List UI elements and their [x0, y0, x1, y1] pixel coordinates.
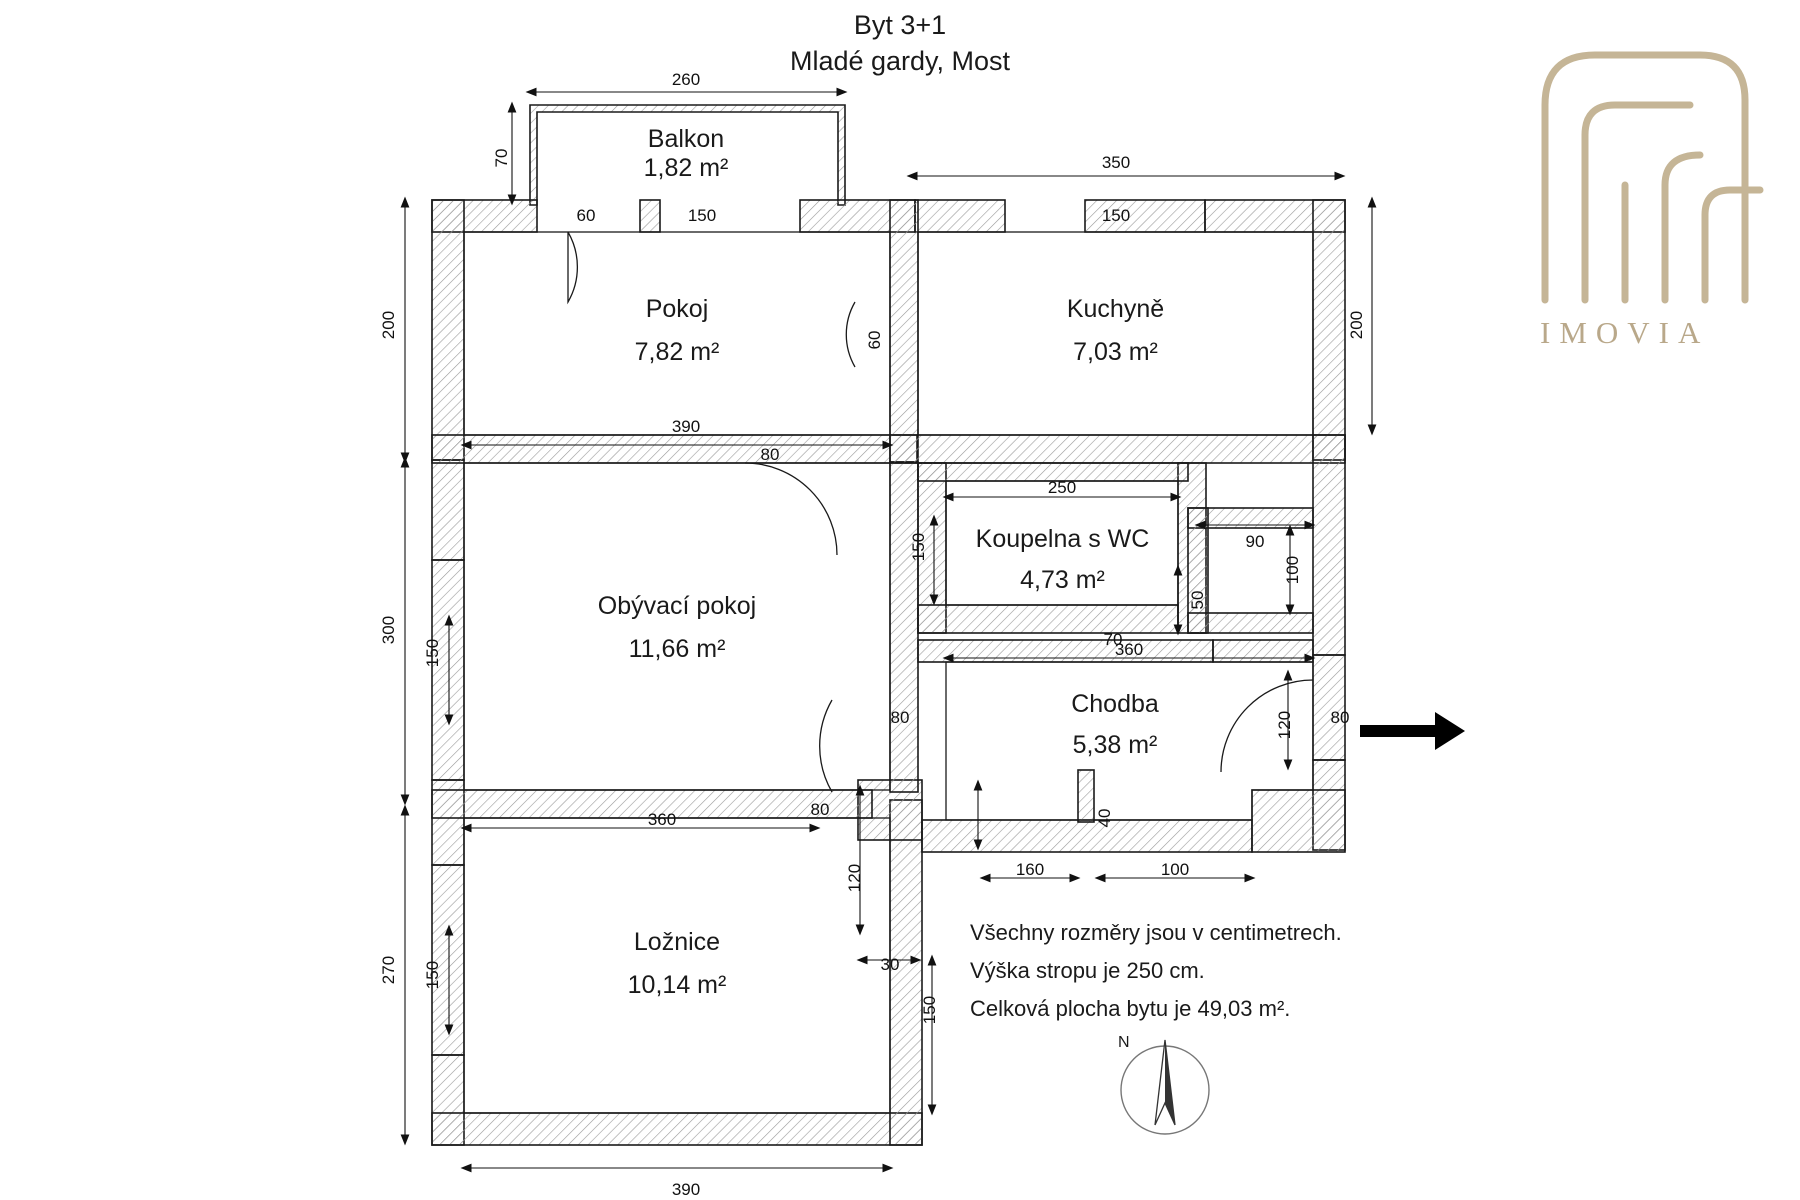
- dim-obyvaci-bottom: 360: [647, 810, 677, 829]
- dim-balcony-depth: 70: [492, 148, 511, 168]
- room-name-pokoj: Pokoj: [645, 295, 709, 323]
- dim-door-pokoj: 60: [576, 206, 596, 225]
- logo-wordmark: IMOVIA: [1540, 315, 1710, 350]
- room-name-koupelna: Koupelna s WC: [975, 525, 1150, 553]
- room-area-pokoj: 7,82 m²: [634, 338, 720, 366]
- dim-door-obyvaci-top: 80: [760, 445, 780, 464]
- dim-pokoj-bottom: 390: [671, 417, 701, 436]
- compass-rose: [1121, 1040, 1209, 1134]
- imovia-logo-mark: [1545, 55, 1760, 300]
- dim-bottom-100: 100: [1160, 860, 1190, 879]
- room-area-obyvaci-pokoj: 11,66 m²: [628, 635, 726, 663]
- room-area-loznice: 10,14 m²: [627, 971, 727, 999]
- room-label-obyvaci-pokoj: [464, 592, 890, 664]
- note-line-2: Výška stropu je 250 cm.: [970, 958, 1205, 983]
- dim-entry-door: 120: [1275, 710, 1294, 740]
- dim-window-pokoj: 150: [687, 206, 717, 225]
- room-name-kuchyne: Kuchyně: [1066, 295, 1165, 323]
- page-title-line1: Byt 3+1: [853, 10, 947, 40]
- dim-balcony-width: 260: [671, 70, 701, 89]
- dim-wc-gap: 50: [1188, 590, 1207, 610]
- dim-left-top: 200: [379, 310, 398, 340]
- dim-right-bottom: 150: [920, 995, 939, 1025]
- dim-entry-door-label: 80: [1330, 708, 1350, 727]
- dim-right-top: 200: [1347, 310, 1366, 340]
- room-label-koupelna: [940, 525, 1185, 595]
- dim-left-middle-inner: 150: [423, 638, 442, 668]
- dim-koupelna-bottom: 70: [1103, 630, 1123, 649]
- room-label-kuchyne: [918, 295, 1313, 367]
- dim-koupelna-left: 150: [909, 532, 928, 562]
- dim-kitchen-top: 350: [1101, 153, 1131, 172]
- dim-loznice-bottom: 390: [671, 1180, 701, 1199]
- room-area-kuchyne: 7,03 m²: [1073, 338, 1158, 366]
- dim-wc-top: 90: [1245, 532, 1265, 551]
- room-label-chodba: [950, 690, 1280, 760]
- dim-wc-right: 100: [1283, 555, 1302, 585]
- entrance-arrow: [1360, 712, 1465, 750]
- dim-pillar-width: 30: [880, 955, 900, 974]
- dim-left-bottom-inner: 150: [423, 960, 442, 990]
- room-label-balkon: [536, 125, 836, 183]
- dim-left-middle: 300: [379, 615, 398, 645]
- dim-bottom-160: 160: [1015, 860, 1045, 879]
- dim-door-obyvaci-bottom: 80: [890, 708, 910, 727]
- room-name-balkon: Balkon: [647, 125, 725, 153]
- dim-left-bottom: 270: [379, 955, 398, 985]
- dim-wall-40: 40: [1095, 808, 1114, 828]
- dim-window-kuchyne: 150: [1101, 206, 1131, 225]
- dim-door-pokoj-inner: 60: [865, 330, 884, 350]
- room-area-chodba: 5,38 m²: [1072, 731, 1158, 759]
- room-area-balkon: 1,82 m²: [643, 154, 729, 182]
- compass-north-label: N: [1118, 1034, 1130, 1051]
- room-area-koupelna: 4,73 m²: [1020, 566, 1105, 594]
- dim-obyvaci-door-right: 80: [810, 800, 830, 819]
- room-label-pokoj: [464, 295, 890, 367]
- dim-chodba-top: 360: [1114, 640, 1144, 659]
- note-line-1: Všechny rozměry jsou v centimetrech.: [970, 920, 1342, 945]
- room-name-loznice: Ložnice: [633, 928, 721, 956]
- dim-koupelna-top: 250: [1047, 478, 1077, 497]
- page-title-line2: Mladé gardy, Most: [789, 46, 1011, 76]
- room-label-loznice: [464, 928, 890, 1000]
- room-name-chodba: Chodba: [1071, 690, 1159, 718]
- dim-pillar-height: 120: [845, 863, 864, 893]
- room-name-obyvaci-pokoj: Obývací pokoj: [597, 592, 757, 620]
- note-line-3: Celková plocha bytu je 49,03 m².: [970, 996, 1291, 1021]
